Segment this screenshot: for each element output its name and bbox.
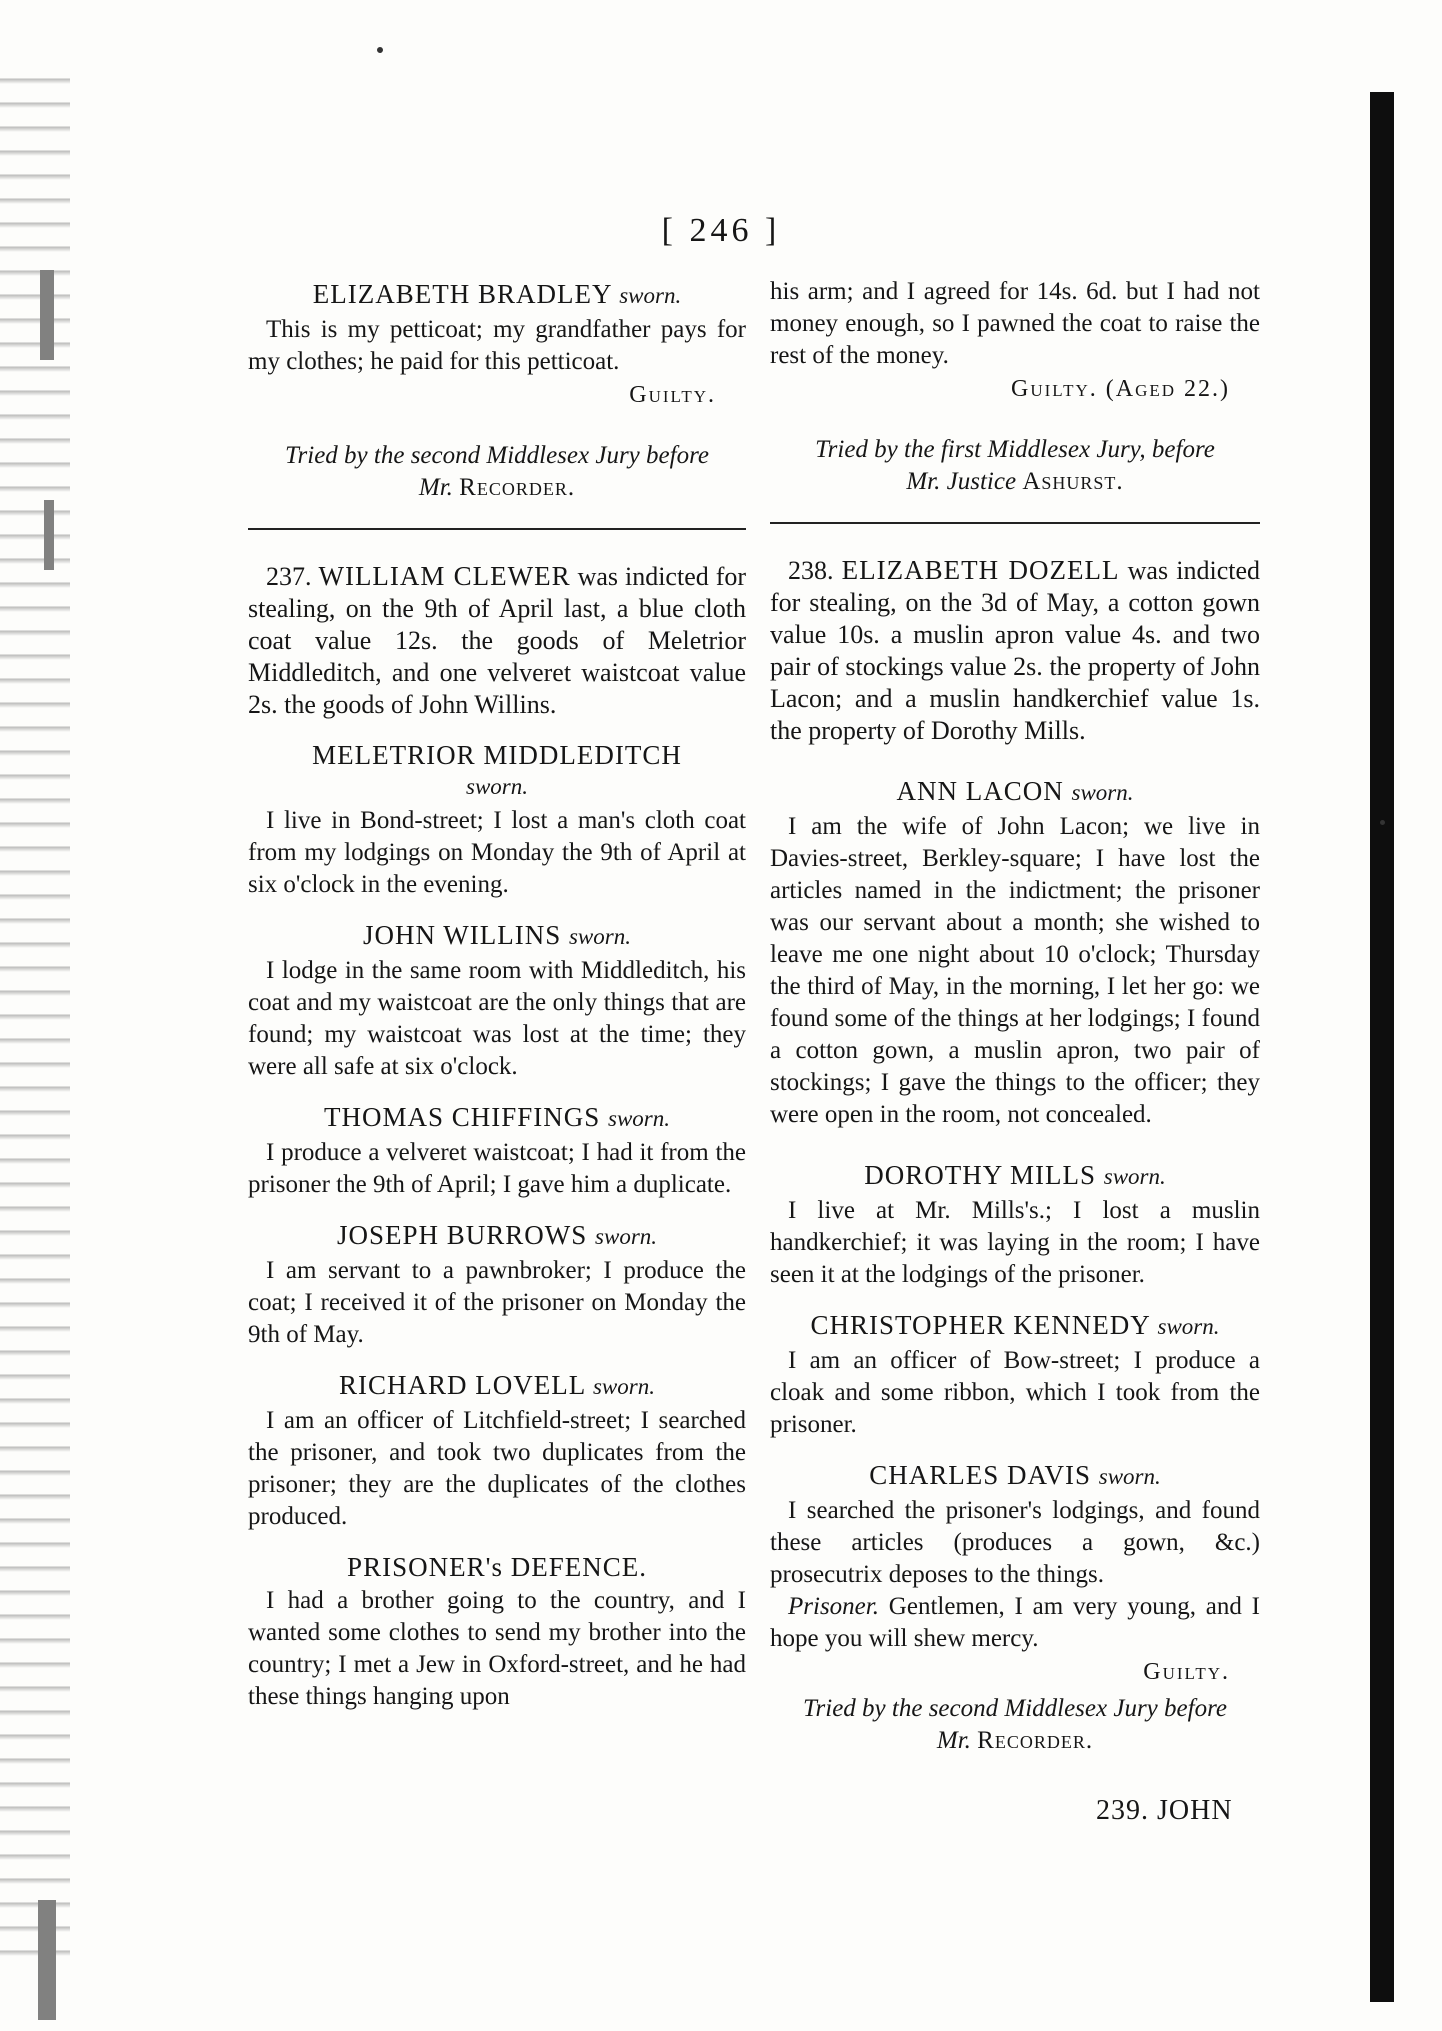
witness-heading-davis: CHARLES DAVIS sworn.: [869, 1460, 1161, 1490]
jury-note-right: Tried by the first Middlesex Jury, before Mr. Justice Ashurst.: [815, 436, 1215, 495]
scan-speck: [1380, 820, 1385, 825]
witness-heading-mills: DOROTHY MILLS sworn.: [864, 1160, 1166, 1190]
testimony-bradley: This is my petticoat; my grandfather pays for my clothes; he paid for this petticoat.: [248, 316, 746, 375]
testimony-davis: I searched the prisoner's lodgings, and found these articles (produces a gown, &c.) prosecutrix deposes to the things.: [770, 1497, 1260, 1588]
scan-speck: [377, 47, 383, 53]
right-column: [770, 276, 1260, 1757]
witness-heading-lacon: ANN LACON sworn.: [896, 776, 1134, 806]
witness-heading-kennedy: CHRISTOPHER KENNEDY sworn.: [810, 1310, 1220, 1340]
testimony-mills: I live at Mr. Mills's.; I lost a muslin handkerchief; it was laying in the room; I have seen it at the lodgings of the prisoner.: [770, 1197, 1260, 1288]
witness-heading-lovell: RICHARD LOVELL sworn.: [339, 1370, 655, 1400]
prisoner-defence: I had a brother going to the country, and I wanted some clothes to send my brother into the country; I met a Jew in Oxford-street, and he had these things hanging upon: [248, 1587, 746, 1710]
testimony-middleditch: I live in Bond-street; I lost a man's cloth coat from my lodgings on Monday the 9th of April at six o'clock in the evening.: [248, 807, 746, 898]
witness-heading-burrows: JOSEPH BURROWS sworn.: [336, 1220, 658, 1250]
testimony-willins: I lodge in the same room with Middleditch, his coat and my waistcoat are the only things that are found; my waistcoat was lost at the time; they were all safe at six o'clock.: [248, 957, 746, 1080]
jury-note-left: Tried by the second Middlesex Jury before Mr. Recorder.: [285, 442, 709, 501]
witness-heading-bradley: ELIZABETH BRADLEY sworn.: [312, 279, 682, 309]
testimony-lovell: I am an officer of Litchfield-street; I searched the prisoner, and took two duplicates from the prisoner; they are the duplicates of the clothes produced.: [248, 1407, 746, 1530]
page-number: [ 246 ]: [661, 212, 781, 249]
jury-note-right-2: Tried by the second Middlesex Jury before Mr. Recorder.: [803, 1695, 1227, 1754]
testimony-burrows: I am servant to a pawnbroker; I produce the coat; I received it of the prisoner on Monday the 9th of May.: [248, 1257, 746, 1348]
prisoner-statement: Prisoner. Gentlemen, I am very young, and I hope you will shew mercy.: [770, 1593, 1261, 1652]
testimony-kennedy: I am an officer of Bow-street; I produce a cloak and some ribbon, which I took from the prisoner.: [770, 1347, 1260, 1438]
witness-heading-willins: JOHN WILLINS sworn.: [363, 920, 631, 950]
verdict-bradley: Guilty.: [629, 382, 716, 408]
case-237-indictment: 237. WILLIAM CLEWER was indicted for stealing, on the 9th of April last, a blue cloth coat value 12s. the goods of Meletrior Middleditch, and one velveret waistcoat value 2s. the goods of John Willins.: [248, 561, 747, 719]
witness-heading-chiffings: THOMAS CHIFFINGS sworn.: [323, 1102, 671, 1132]
verdict-dozell: Guilty.: [1143, 1659, 1230, 1685]
section-divider: [770, 522, 1260, 524]
catchword: 239. JOHN: [1096, 1795, 1233, 1826]
left-column: [248, 276, 746, 1713]
binding-shadow: [1370, 92, 1394, 2002]
case-238-indictment: 238. ELIZABETH DOZELL was indicted for stealing, on the 3d of May, a cotton gown value 10s. a muslin apron value 4s. and two pair of stockings value 2s. the property of John Lacon; and a muslin handkerchief value 1s. the property of Dorothy Mills.: [770, 555, 1260, 745]
scan-edge-artifact: [0, 60, 70, 1960]
testimony-chiffings: I produce a velveret waistcoat; I had it from the prisoner the 9th of April; I gave him a duplicate.: [248, 1139, 746, 1198]
prisoner-defence-continued: his arm; and I agreed for 14s. 6d. but I had not money enough, so I pawned the coat to raise the rest of the money.: [770, 278, 1260, 369]
defence-heading: PRISONER's DEFENCE.: [347, 1552, 647, 1582]
section-divider: [248, 528, 746, 530]
testimony-lacon: I am the wife of John Lacon; we live in Davies-street, Berkley-square; I have lost the articles named in the indictment; the prisoner was our servant about a month; she wished to leave me one night about 10 o'clock; Thursday the third of May, in the morning, I let her go: we found some of the things at her lodgings; I found a cotton gown, a muslin apron, two pair of stockings; I gave the things to the officer; they were open in the room, not concealed.: [770, 813, 1260, 1128]
verdict-clewer: Guilty. (Aged 22.): [1010, 376, 1230, 402]
witness-heading-middleditch: MELETRIOR MIDDLEDITCH sworn.: [312, 740, 682, 799]
